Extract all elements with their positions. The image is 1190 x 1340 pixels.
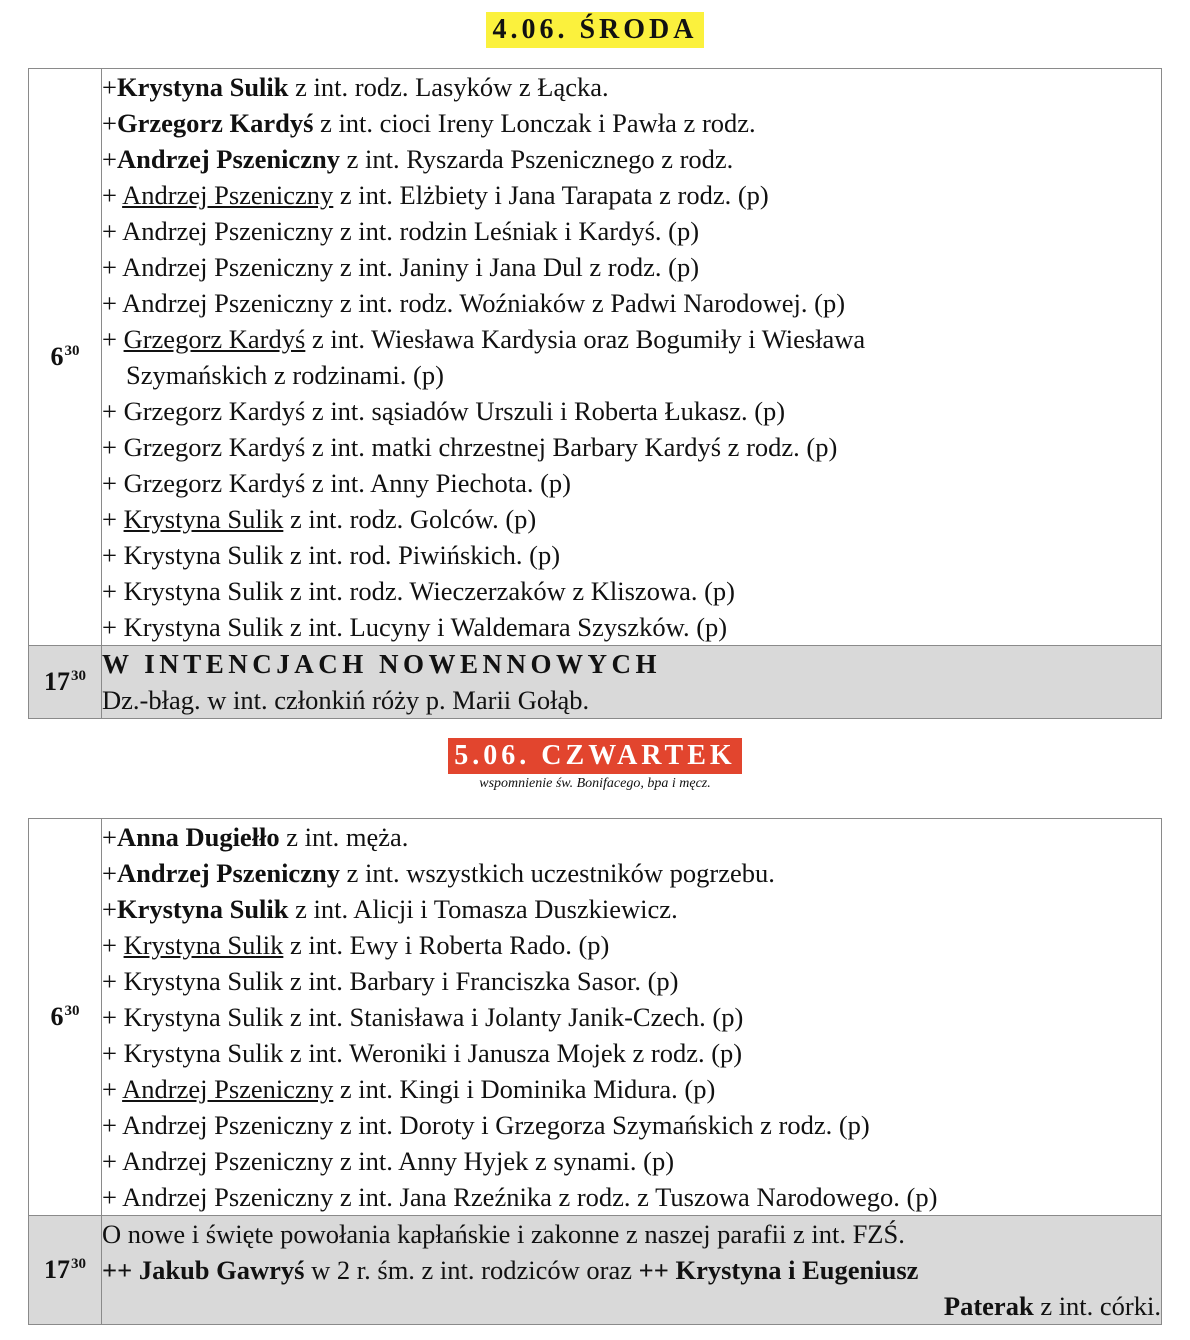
- deceased-name: Andrzej Pszeniczny: [116, 858, 340, 888]
- intention-line: + Andrzej Pszeniczny z int. Jana Rzeźnika z rodz. z Tuszowa Narodowego. (p): [102, 1182, 938, 1212]
- intention-text: z int. Alicji i Tomasza Duszkiewicz.: [288, 894, 678, 924]
- day1-evening-row: [29, 646, 1162, 719]
- time-minutes: 30: [64, 1003, 80, 1019]
- day1-header: [0, 12, 1190, 48]
- plus-sign: +: [102, 324, 124, 354]
- intention-line: + Krystyna Sulik z int. Barbary i Franciszka Sasor. (p): [102, 966, 679, 996]
- intention-line: Dz.-błag. w int. członkiń róży p. Marii Gołąb.: [102, 685, 590, 715]
- intention-line: O nowe i święte powołania kapłańskie i zakonne z naszej parafii z int. FZŚ.: [102, 1219, 905, 1249]
- day1-schedule: [28, 68, 1162, 719]
- day2-morning-row: [29, 819, 1162, 1216]
- deceased-name: Andrzej Pszeniczny: [122, 1074, 334, 1104]
- deceased-name: Krystyna Sulik: [123, 930, 284, 960]
- intention-line: + Krystyna Sulik z int. Weroniki i Janusza Mojek z rodz. (p): [102, 1038, 743, 1068]
- deceased-name: Grzegorz Kardyś: [116, 108, 314, 138]
- intention-line: + Grzegorz Kardyś z int. matki chrzestnej Barbary Kardyś z rodz. (p): [102, 432, 838, 462]
- deceased-name: Andrzej Pszeniczny: [122, 180, 334, 210]
- intention-text: z int. cioci Ireny Lonczak i Pawła z rodz.: [313, 108, 756, 138]
- intention-line: [102, 321, 1161, 357]
- time-hour: 6: [50, 1002, 64, 1031]
- day2-title: 5.06. CZWARTEK: [448, 738, 741, 774]
- intention-line: [102, 1252, 1161, 1288]
- day2-evening-time: [29, 1216, 102, 1325]
- intention-continuation: Szymańskich z rodzinami. (p): [126, 360, 444, 390]
- plus-sign: +: [102, 930, 124, 960]
- plus-sign: +: [102, 858, 117, 888]
- day1-morning-intentions: [102, 69, 1162, 646]
- intention-line: [102, 105, 1161, 141]
- intention-text: z int. rodz. Golców. (p): [283, 504, 537, 534]
- intention-line: + Krystyna Sulik z int. rod. Piwińskich. (p): [102, 540, 561, 570]
- novena-heading: W INTENCJACH NOWENNOWYCH: [102, 649, 662, 679]
- intention-line: [102, 855, 1161, 891]
- intention-text: z int. wszystkich uczestników pogrzebu.: [339, 858, 775, 888]
- day2-evening-intentions: [102, 1216, 1162, 1325]
- intention-line: [102, 891, 1161, 927]
- intention-line: [102, 1288, 1161, 1324]
- plus-sign: +: [102, 822, 117, 852]
- intention-line: + Andrzej Pszeniczny z int. Doroty i Grzegorza Szymańskich z rodz. (p): [102, 1110, 870, 1140]
- plus-sign: +: [102, 1074, 123, 1104]
- intention-text: z int. Elżbiety i Jana Tarapata z rodz. (p): [333, 180, 769, 210]
- time-minutes: 30: [71, 1256, 86, 1272]
- time-hour: 17: [44, 1255, 70, 1284]
- intention-line: + Andrzej Pszeniczny z int. rodz. Woźniaków z Padwi Narodowej. (p): [102, 288, 846, 318]
- intention-line: + Grzegorz Kardyś z int. sąsiadów Urszuli i Roberta Łukasz. (p): [102, 396, 786, 426]
- plus-sign: +: [102, 108, 117, 138]
- time-minutes: 30: [71, 668, 86, 684]
- intention-text: z int. Wiesława Kardysia oraz Bogumiły i Wiesława: [305, 324, 866, 354]
- time-minutes: 30: [64, 343, 80, 359]
- time-hour: 17: [44, 667, 70, 696]
- intention-line: [102, 501, 1161, 537]
- intention-text: z int. męża.: [279, 822, 409, 852]
- intention-line: [102, 177, 1161, 213]
- day2-evening-row: [29, 1216, 1162, 1325]
- plus-sign: +: [102, 144, 117, 174]
- intention-line: [102, 141, 1161, 177]
- day1-evening-time: [29, 646, 102, 719]
- day1-morning-row: [29, 69, 1162, 646]
- intention-text: z int. córki.: [1033, 1291, 1161, 1321]
- intention-line: [102, 927, 1161, 963]
- intention-text: w 2 r. śm. z int. rodziców oraz: [304, 1255, 639, 1285]
- day1-morning-time: [29, 69, 102, 646]
- deceased-name: Krystyna Sulik: [116, 72, 289, 102]
- intention-line: + Krystyna Sulik z int. rodz. Wieczerzaków z Kliszowa. (p): [102, 576, 735, 606]
- day2-schedule: [28, 818, 1162, 1325]
- intention-line: + Andrzej Pszeniczny z int. rodzin Leśniak i Kardyś. (p): [102, 216, 700, 246]
- day2-morning-intentions: [102, 819, 1162, 1216]
- day2-subtitle: wspomnienie św. Bonifacego, bpa i męcz.: [479, 776, 711, 791]
- intention-text: z int. Kingi i Dominika Midura. (p): [333, 1074, 716, 1104]
- deceased-name: ++ Jakub Gawryś: [102, 1255, 305, 1285]
- deceased-name: Anna Dugiełło: [116, 822, 280, 852]
- intention-line: + Grzegorz Kardyś z int. Anny Piechota. (p): [102, 468, 571, 498]
- deceased-name: ++ Krystyna i Eugeniusz: [638, 1255, 919, 1285]
- day1-evening-intentions: [102, 646, 1162, 719]
- intention-text: z int. rodz. Lasyków z Łącka.: [288, 72, 609, 102]
- deceased-name: Grzegorz Kardyś: [123, 324, 306, 354]
- deceased-name: Krystyna Sulik: [116, 894, 289, 924]
- intention-text: z int. Ewy i Roberta Rado. (p): [283, 930, 610, 960]
- intention-line: [102, 69, 1161, 105]
- plus-sign: +: [102, 894, 117, 924]
- day2-header: [0, 738, 1190, 792]
- intention-line: + Krystyna Sulik z int. Stanisława i Jolanty Janik-Czech. (p): [102, 1002, 744, 1032]
- intention-line: + Krystyna Sulik z int. Lucyny i Waldemara Szyszków. (p): [102, 612, 728, 642]
- day1-title: 4.06. ŚRODA: [486, 12, 703, 48]
- deceased-name: Paterak: [943, 1291, 1034, 1321]
- deceased-name: Andrzej Pszeniczny: [116, 144, 340, 174]
- deceased-name: Krystyna Sulik: [123, 504, 284, 534]
- intention-text: z int. Ryszarda Pszenicznego z rodz.: [339, 144, 734, 174]
- plus-sign: +: [102, 504, 124, 534]
- intention-line: [102, 819, 1161, 855]
- plus-sign: +: [102, 72, 117, 102]
- intention-line: + Andrzej Pszeniczny z int. Janiny i Jana Dul z rodz. (p): [102, 252, 700, 282]
- plus-sign: +: [102, 180, 123, 210]
- day2-morning-time: [29, 819, 102, 1216]
- time-hour: 6: [50, 342, 64, 371]
- intention-line: + Andrzej Pszeniczny z int. Anny Hyjek z synami. (p): [102, 1146, 675, 1176]
- intention-line: [102, 1071, 1161, 1107]
